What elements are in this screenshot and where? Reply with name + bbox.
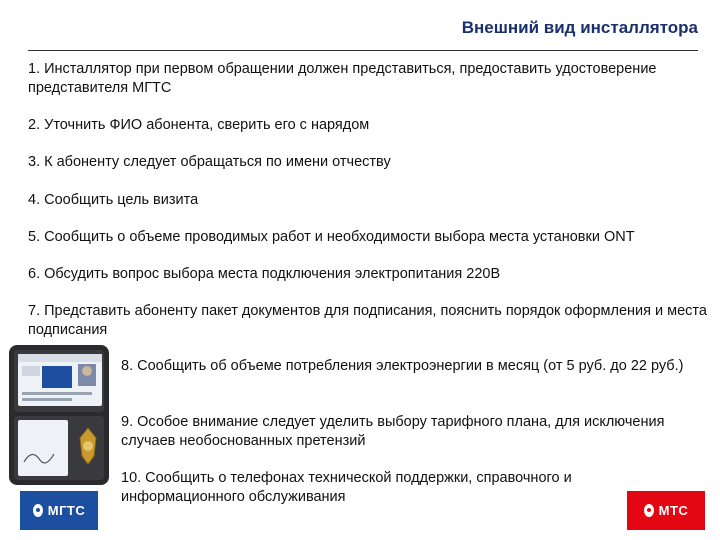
mgts-logo (20, 491, 98, 530)
list-item-5: 5. Сообщить о объеме проводимых работ и необходимости выбора места установки ONT (28, 229, 635, 245)
mgts-logo-text: МГТС (47, 503, 86, 518)
id-badge-wallet-icon (8, 344, 110, 486)
title-divider (28, 50, 698, 51)
list-item-9: 9. Особое внимание следует уделить выбору тарифного плана, для исключения случаев необоснованных претензий (121, 414, 665, 449)
list-item-8: 8. Сообщить об объеме потребления электроэнергии в месяц (от 5 руб. до 22 руб.) (121, 358, 684, 374)
mts-logo (627, 491, 705, 530)
list-item-6: 6. Обсудить вопрос выбора места подключения электропитания 220В (28, 266, 501, 282)
page-title: Внешний вид инсталлятора (461, 18, 698, 37)
mgts-egg-icon (33, 504, 43, 517)
mts-egg-icon (644, 504, 654, 517)
list-item-4: 4. Сообщить цель визита (28, 192, 199, 208)
list-item-2: 2. Уточнить ФИО абонента, сверить его с нарядом (28, 117, 370, 133)
list-item-1: 1. Инсталлятор при первом обращении должен представиться, предоставить удостоверение представителя МГТС (28, 61, 657, 96)
mts-logo-text: МТС (658, 503, 689, 518)
list-item-3: 3. К абоненту следует обращаться по имени отчеству (28, 154, 391, 170)
list-item-7: 7. Представить абоненту пакет документов для подписания, пояснить порядок оформления и места подписания (28, 303, 707, 338)
list-item-10: 10. Сообщить о телефонах технической поддержки, справочного и информационного обслуживания (121, 470, 572, 505)
